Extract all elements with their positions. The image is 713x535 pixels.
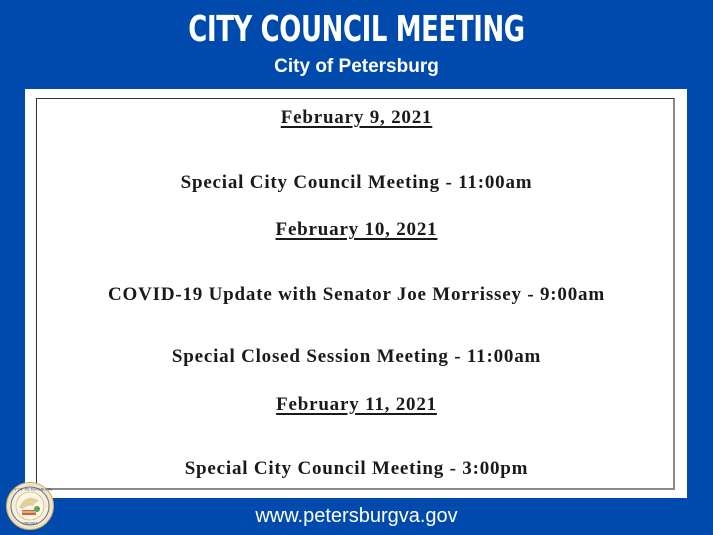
svg-text:VIRGINIA: VIRGINIA — [22, 521, 38, 526]
schedule-event: Special City Council Meeting - 11:00am — [180, 172, 533, 193]
footer-website-link[interactable]: www.petersburgva.gov — [255, 505, 458, 527]
schedule-event: COVID-19 Update with Senator Joe Morrissey - 9:00am — [108, 284, 605, 305]
schedule-date-2: February 10, 2021 — [275, 219, 438, 240]
page-subtitle: City of Petersburg — [274, 56, 439, 77]
svg-text:CITY OF PETERSBURG: CITY OF PETERSBURG — [7, 486, 53, 492]
schedule-date-3: February 11, 2021 — [276, 394, 437, 415]
schedule-date-1: February 9, 2021 — [280, 107, 433, 128]
schedule-event: Special City Council Meeting - 3:00pm — [184, 458, 529, 479]
schedule-event: Special Closed Session Meeting - 11:00am — [171, 346, 542, 367]
page-title: CITY COUNCIL MEETING — [188, 9, 525, 50]
